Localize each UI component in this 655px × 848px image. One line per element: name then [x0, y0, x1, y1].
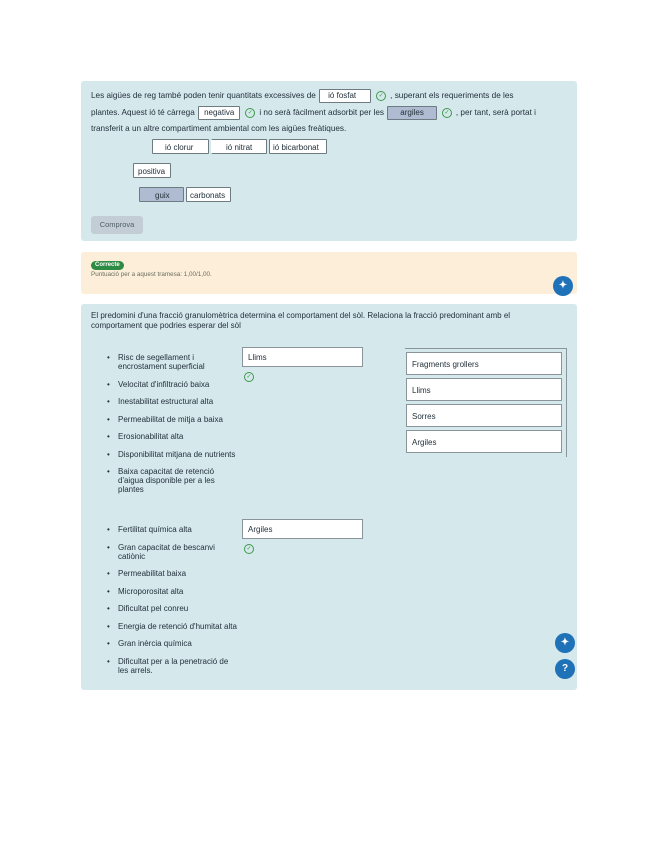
behaviour-list-group-1	[107, 353, 237, 503]
list-item: • Microporositat alta	[107, 587, 237, 596]
list-item: • Dificultat per a la penetració de les arrels.	[107, 657, 237, 675]
behaviour-list-group-2	[107, 525, 237, 683]
check-circle-icon: ✓	[245, 108, 255, 118]
drag-option-carbonats[interactable]: carbonats	[186, 187, 231, 202]
list-item: • Gran inèrcia química	[107, 639, 237, 648]
navigation-icon[interactable]: ✦	[555, 633, 575, 653]
list-item: • Permeabilitat baixa	[107, 569, 237, 578]
navigation-icon[interactable]: ✦	[553, 276, 573, 296]
score-text: Puntuació per a aquest tramesa: 1,00/1,00.	[91, 271, 212, 278]
check-button[interactable]: Comprova	[91, 216, 143, 234]
question-2-prompt: El predomini d'una fracció granulomètrica determina el comportament del sòl. Relaciona la fracció predominant amb el comportament que podries esperar del sòl	[91, 311, 511, 330]
correct-badge: Correcte	[91, 261, 124, 270]
answer-option-sorres[interactable]: Sorres	[406, 404, 562, 427]
list-item: • Erosionabilitat alta	[107, 432, 237, 441]
list-item: • Inestabilitat estructural alta	[107, 397, 237, 406]
check-circle-icon: ✓	[376, 91, 386, 101]
text-fragment: , per tant, serà portat i	[455, 108, 536, 117]
question-mark-icon[interactable]: ?	[555, 659, 575, 679]
drag-option-guix[interactable]: guix	[139, 187, 184, 202]
text-fragment: , superant els requeriments de les	[390, 91, 514, 100]
list-item: • Disponibilitat mitjana de nutrients	[107, 450, 237, 459]
text-fragment: Les aigües de reg també poden tenir quantitats excessives de	[91, 91, 316, 100]
question-1-line-1	[91, 87, 514, 104]
list-item: • Energia de retenció d'humitat alta	[107, 622, 237, 631]
question-1-line-3: transferit a un altre compartiment ambiental com les aigües freàtiques.	[91, 124, 347, 133]
list-item: • Dificultat pel conreu	[107, 604, 237, 613]
drag-option-io-clorur[interactable]: ió clorur	[152, 139, 209, 154]
list-item: • Risc de segellament i encrostament superficial	[107, 353, 237, 371]
text-fragment: i no serà fàcilment adsorbit per les	[259, 108, 385, 117]
answer-option-fragments-grollers[interactable]: Fragments grollers	[406, 352, 562, 375]
drag-option-io-bicarbonat[interactable]: ió bicarbonat	[269, 139, 327, 154]
blank-3-dropzone[interactable]: argiles	[387, 106, 437, 120]
list-item: • Gran capacitat de bescanvi catiònic	[107, 543, 237, 561]
list-item: • Fertilitat química alta	[107, 525, 237, 534]
check-circle-icon: ✓	[244, 372, 254, 382]
answer-option-llims[interactable]: Llims	[406, 378, 562, 401]
blank-2-dropzone[interactable]: negativa	[198, 106, 240, 120]
drag-option-positiva[interactable]: positiva	[133, 163, 171, 178]
blank-1-dropzone[interactable]: ió fosfat	[319, 89, 371, 103]
answer-option-argiles[interactable]: Argiles	[406, 430, 562, 453]
drag-option-io-nitrat[interactable]: ió nitrat	[211, 139, 267, 154]
answer-dropzone-1[interactable]: Llims	[242, 347, 363, 367]
list-item: • Velocitat d'infiltració baixa	[107, 380, 237, 389]
text-fragment: plantes. Aquest ió té càrrega	[91, 108, 195, 117]
list-item: • Baixa capacitat de retenció d'aigua disponible per a les plantes	[107, 467, 237, 494]
check-circle-icon: ✓	[442, 108, 452, 118]
question-1-line-2	[91, 104, 536, 121]
check-circle-icon: ✓	[244, 544, 254, 554]
answer-dropzone-2[interactable]: Argiles	[242, 519, 363, 539]
list-item: • Permeabilitat de mitja a baixa	[107, 415, 237, 424]
